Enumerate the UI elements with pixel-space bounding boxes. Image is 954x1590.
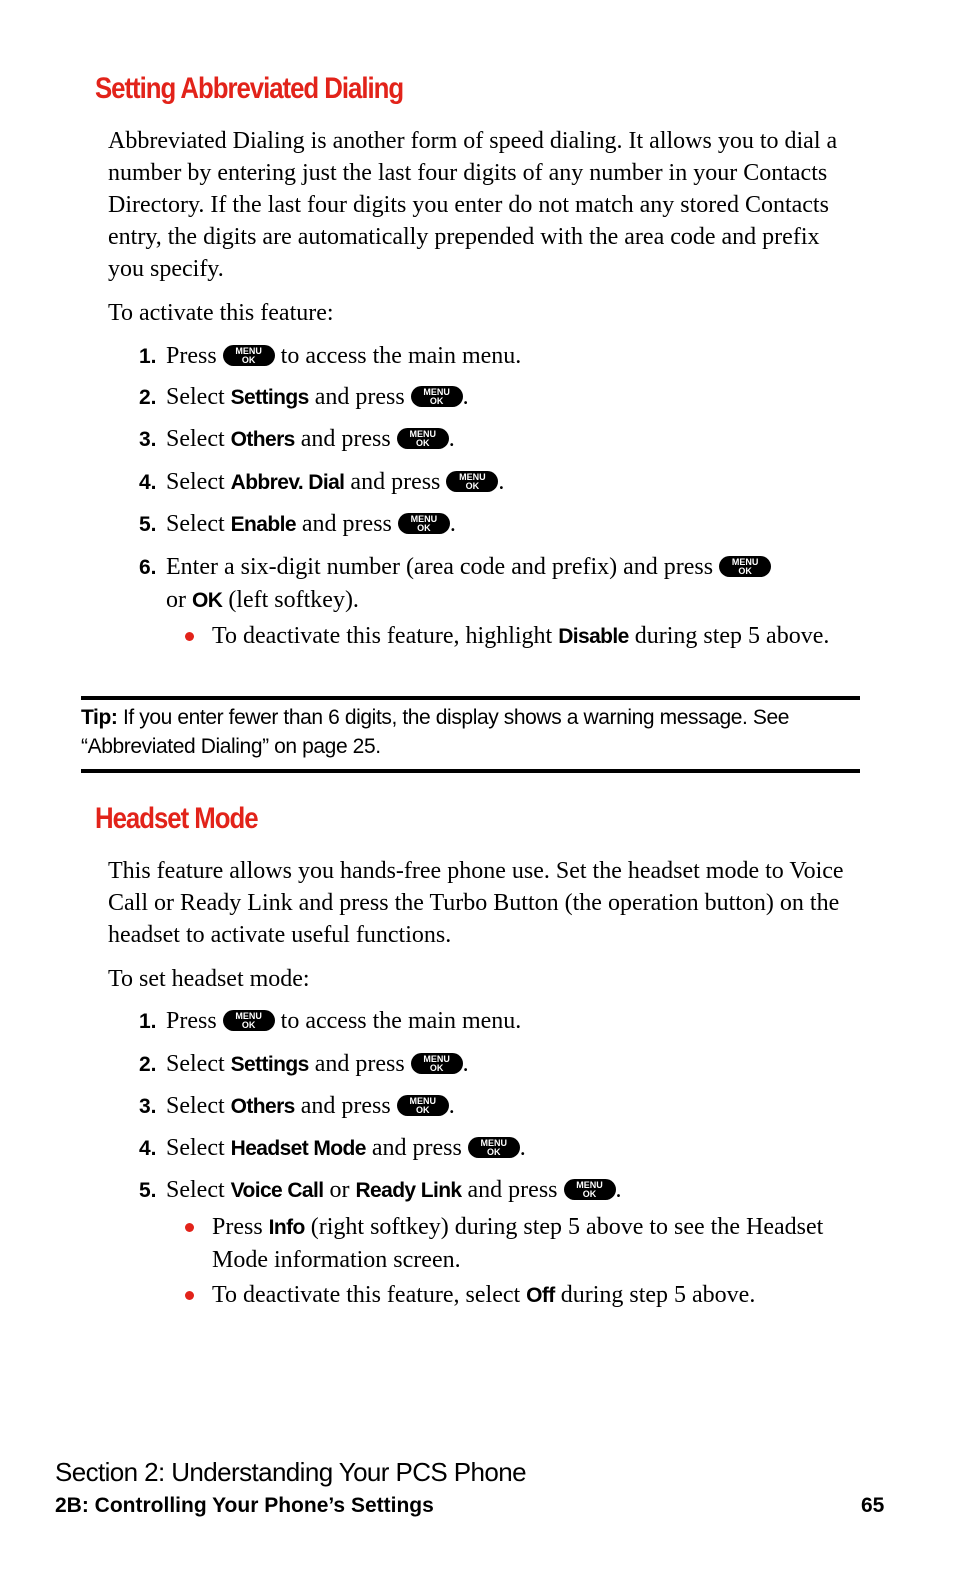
step-item: 5. Select Enable and press MENU OK . [139, 508, 859, 541]
step-text: and press [301, 511, 392, 537]
page-number: 65 [861, 1494, 885, 1517]
section-heading-headset-mode: Headset Mode [95, 802, 258, 835]
step-item: 4. Select Abbrev. Dial and press MENU OK . [139, 466, 859, 499]
step-text: Select [166, 1093, 225, 1119]
menu-keyword: Headset Mode [230, 1137, 366, 1160]
menu-ok-key-icon: MENU OK [719, 556, 771, 577]
menu-ok-key-icon: MENU OK [223, 345, 275, 366]
softkey-keyword: Info [268, 1216, 305, 1239]
step-number: 2. [139, 1053, 157, 1076]
step-item: 3. Select Others and press MENU OK . [139, 423, 859, 456]
bullet-dot-icon [185, 1223, 194, 1232]
menu-ok-key-icon: MENU OK [468, 1137, 520, 1158]
step-number: 5. [139, 1179, 157, 1202]
step-text: and press [314, 1051, 405, 1077]
footer-chapter-title: 2B: Controlling Your Phone’s Settings [55, 1494, 434, 1517]
step-text: Press [166, 343, 217, 369]
step-text: Select [166, 426, 225, 452]
step-text: and press [300, 1093, 391, 1119]
section-heading-abbreviated-dialing: Setting Abbreviated Dialing [95, 72, 404, 105]
step-text: and press [350, 469, 441, 495]
step-text: to access the main menu. [280, 1008, 522, 1034]
menu-keyword: Settings [230, 386, 309, 409]
bullet-dot-icon [185, 1291, 194, 1300]
abbreviated-dialing-intro: Abbreviated Dialing is another form of speed dialing. It allows you to dial a number by entering just the last four digits of any number in your Contacts Directory. If the last four digits you enter do not match any stored Contacts entry, the digits are automatically prepended with the area code and prefix you specify. [108, 128, 838, 282]
menu-ok-key-icon: MENU OK [223, 1010, 275, 1031]
step-item: 4. Select Headset Mode and press MENU OK . [139, 1132, 859, 1165]
step-text: Select [166, 511, 225, 537]
bullet-dot-icon [185, 632, 194, 641]
menu-keyword: Off [526, 1284, 555, 1307]
step-number: 3. [139, 428, 157, 451]
step-number: 6. [139, 556, 157, 579]
step-text: Select [166, 1135, 225, 1161]
menu-keyword: Disable [558, 625, 629, 648]
step-number: 4. [139, 471, 157, 494]
menu-keyword: Others [230, 1095, 295, 1118]
tip-bottom-rule [81, 769, 860, 773]
menu-ok-key-icon: MENU OK [411, 386, 463, 407]
menu-ok-key-icon: MENU OK [397, 428, 449, 449]
tip-box [81, 703, 860, 761]
tip-label: Tip: [81, 706, 118, 729]
step-text: and press [467, 1177, 558, 1203]
menu-keyword: Voice Call [230, 1179, 324, 1202]
menu-keyword: Settings [230, 1053, 309, 1076]
bullet-item: To deactivate this feature, highlight Disable during step 5 above. [185, 620, 845, 653]
step-text: Press [166, 1008, 217, 1034]
step-text: and press [314, 384, 405, 410]
step-text: Enter a six-digit number (area code and prefix) and press [166, 554, 714, 580]
menu-keyword: Enable [230, 513, 296, 536]
step-text: and press [300, 426, 391, 452]
menu-ok-key-icon: MENU OK [397, 1095, 449, 1116]
menu-ok-key-icon: MENU OK [398, 513, 450, 534]
step-item: 2. Select Settings and press MENU OK . [139, 1048, 859, 1081]
menu-keyword: Ready Link [355, 1179, 462, 1202]
step-text: and press [371, 1135, 462, 1161]
menu-ok-key-icon: MENU OK [564, 1179, 616, 1200]
step-number: 5. [139, 513, 157, 536]
menu-keyword: Others [230, 428, 295, 451]
step-item [139, 1005, 859, 1038]
step-number: 4. [139, 1137, 157, 1160]
step-text: Select [166, 1051, 225, 1077]
step-number: 1. [139, 1010, 157, 1033]
step-item: 3. Select Others and press MENU OK . [139, 1090, 859, 1123]
bullet-item: Press Info (right softkey) during step 5 above to see the Headset Mode information screen. [185, 1211, 845, 1276]
headset-mode-intro: This feature allows you hands-free phone use. Set the headset mode to Voice Call or Ready Link and press the Turbo Button (the operation button) on the headset to activate useful functions. [108, 858, 844, 948]
softkey-keyword: OK [192, 589, 223, 612]
step-item: 5. Select Voice Call or Ready Link and press MENU OK . [139, 1174, 859, 1207]
step-item: 6. Enter a six-digit number (area code and prefix) and press MENU OK or OK (left softkey). [139, 551, 859, 617]
step-text: Select [166, 1177, 225, 1203]
step-text: Select [166, 384, 225, 410]
bullet-item: To deactivate this feature, select Off during step 5 above. [185, 1279, 845, 1312]
abbreviated-dialing-lead: To activate this feature: [108, 300, 334, 326]
step-text: or [329, 1177, 350, 1203]
tip-top-rule [81, 696, 860, 700]
menu-keyword: Abbrev. Dial [230, 471, 345, 494]
step-number: 1. [139, 345, 157, 368]
step-text: Select [166, 469, 225, 495]
menu-ok-key-icon: MENU OK [411, 1053, 463, 1074]
step-number: 3. [139, 1095, 157, 1118]
step-text: to access the main menu. [280, 343, 522, 369]
footer-section-title: Section 2: Understanding Your PCS Phone [55, 1457, 526, 1487]
headset-mode-lead: To set headset mode: [108, 966, 310, 992]
step-number: 2. [139, 386, 157, 409]
menu-ok-key-icon: MENU OK [446, 471, 498, 492]
step-item [139, 340, 859, 373]
step-item: 2. Select Settings and press MENU OK . [139, 381, 859, 414]
tip-text: If you enter fewer than 6 digits, the display shows a warning message. See “Abbreviated Dialing” on page 25. [81, 706, 790, 758]
